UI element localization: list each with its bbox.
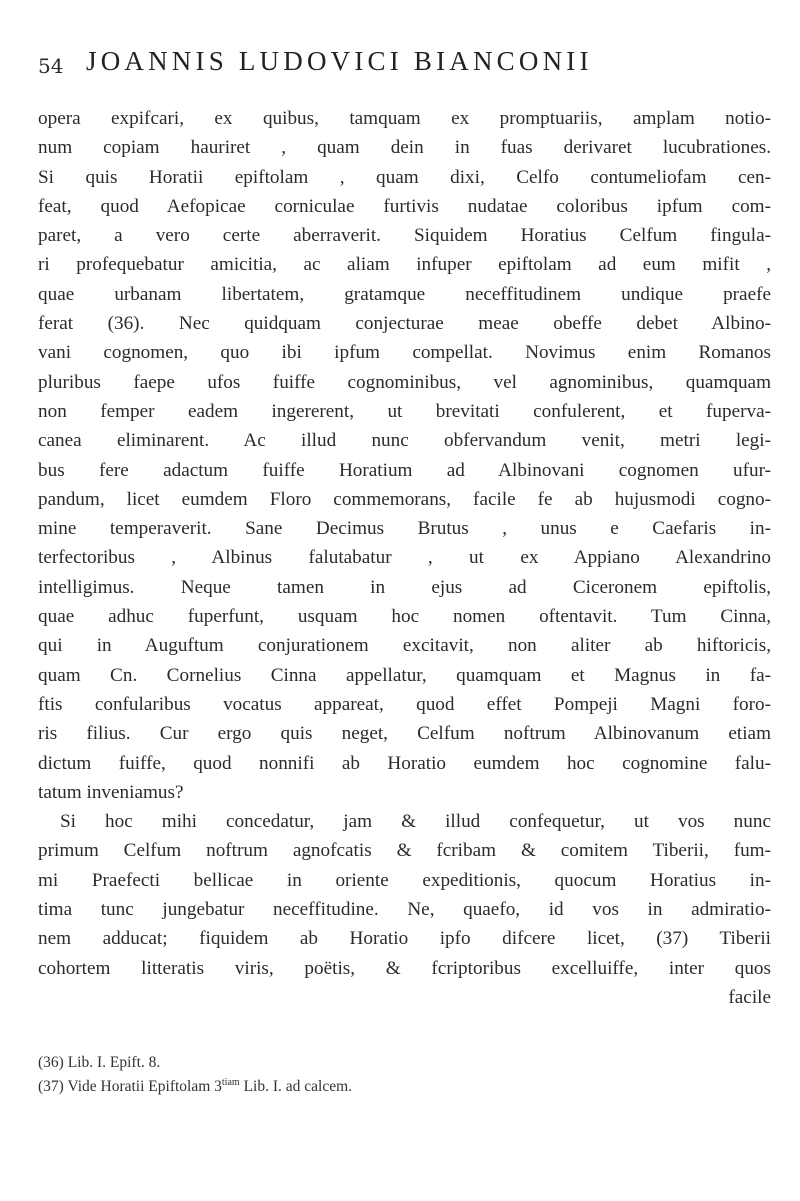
footnote-37 xyxy=(38,1073,771,1097)
text-line: pandum, licet eumdem Floro commemorans, facile fe ab hujusmodi cogno- xyxy=(38,488,771,510)
text-line: feat, quod Aefopicae corniculae furtivis nudatae coloribus ipfum com- xyxy=(38,195,771,217)
text-line: mine temperaverit. Sane Decimus Brutus , unus e Caefaris in- xyxy=(38,518,771,540)
page-number: 54 xyxy=(38,54,64,78)
footnote-text: Lib. I. Epift. 8. xyxy=(67,1054,161,1071)
text-line: canea eliminarent. Ac illud nunc obfervandum venit, metri legi- xyxy=(38,430,771,452)
text-line: quae urbanam libertatem, gratamque neceffitudinem undique praefe xyxy=(38,283,771,305)
text-line: dictum fuiffe, quod nonnifi ab Horatio eumdem hoc cognomine falu- xyxy=(38,752,771,774)
text-line: ferat (36). Nec quidquam conjecturae meae obeffe debet Albino- xyxy=(38,313,771,335)
text-line: quae adhuc fuperfunt, usquam hoc nomen oftentavit. Tum Cinna, xyxy=(38,606,771,628)
text-line: Si hoc mihi concedatur, jam & illud confequetur, ut vos nunc xyxy=(60,811,771,833)
body-text xyxy=(38,104,771,1012)
footnote-superscript: tiam xyxy=(221,1077,240,1088)
text-line: intelligimus. Neque tamen in ejus ad Ciceronem epiftolis, xyxy=(38,576,771,598)
text-line: ris filius. Cur ergo quis neget, Celfum noftrum Albinovanum etiam xyxy=(38,723,771,745)
catchword: facile xyxy=(728,986,771,1008)
text-line: cohortem litteratis viris, poëtis, & fcriptoribus excelluiffe, inter quos xyxy=(38,957,771,979)
footnote-text-after: Lib. I. ad calcem. xyxy=(239,1078,353,1096)
text-line: opera expifcari, ex quibus, tamquam ex promptuariis, amplam notio- xyxy=(38,108,771,129)
text-line: mi Praefecti bellicae in oriente expeditionis, quocum Horatius in- xyxy=(38,869,771,891)
footnote-36 xyxy=(38,1053,771,1073)
text-line: pluribus faepe ufos fuiffe cognominibus, vel agnominibus, quamquam xyxy=(38,371,771,393)
text-line: tatum inveniamus? xyxy=(38,781,184,803)
text-line: vani cognomen, quo ibi ipfum compellat. Novimus enim Romanos xyxy=(38,342,771,364)
text-line: paret, a vero certe aberraverit. Siquidem Horatius Celfum fingula- xyxy=(38,225,771,247)
footnote-mark: (37) xyxy=(38,1078,64,1096)
text-line: ri profequebatur amicitia, ac aliam infuper epiftolam ad eum mifit , xyxy=(38,254,771,276)
text-line: primum Celfum noftrum agnofcatis & fcribam & comitem Tiberii, fum- xyxy=(38,840,771,862)
text-line: num copiam hauriret , quam dein in fuas derivaret lucubrationes. xyxy=(38,137,771,159)
footnotes xyxy=(38,1053,771,1097)
text-line: Si quis Horatii epiftolam , quam dixi, Celfo contumeliofam cen- xyxy=(38,166,771,188)
page-header xyxy=(38,46,768,86)
text-line: terfectoribus , Albinus falutabatur , ut ex Appiano Alexandrino xyxy=(38,547,771,569)
footnote-mark: (36) xyxy=(38,1054,64,1071)
text-line: ftis confularibus vocatus appareat, quod effet Pompeji Magni foro- xyxy=(38,693,771,715)
text-line: nem adducat; fiquidem ab Horatio ipfo difcere licet, (37) Tiberii xyxy=(38,928,771,950)
text-line: qui in Auguftum conjurationem excitavit, non aliter ab hiftoricis, xyxy=(38,635,771,657)
footnote-text: Vide Horatii Epiftolam 3 xyxy=(67,1078,222,1096)
text-line: tima tunc jungebatur neceffitudine. Ne, quaefo, id vos in admiratio- xyxy=(38,899,771,921)
text-line: non femper eadem ingererent, ut brevitati confulerent, et fuperva- xyxy=(38,400,771,422)
text-line: bus fere adactum fuiffe Horatium ad Albinovani cognomen ufur- xyxy=(38,459,771,481)
running-head: JOANNIS LUDOVICI BIANCONII xyxy=(86,46,593,76)
text-line: quam Cn. Cornelius Cinna appellatur, quamquam et Magnus in fa- xyxy=(38,664,771,686)
